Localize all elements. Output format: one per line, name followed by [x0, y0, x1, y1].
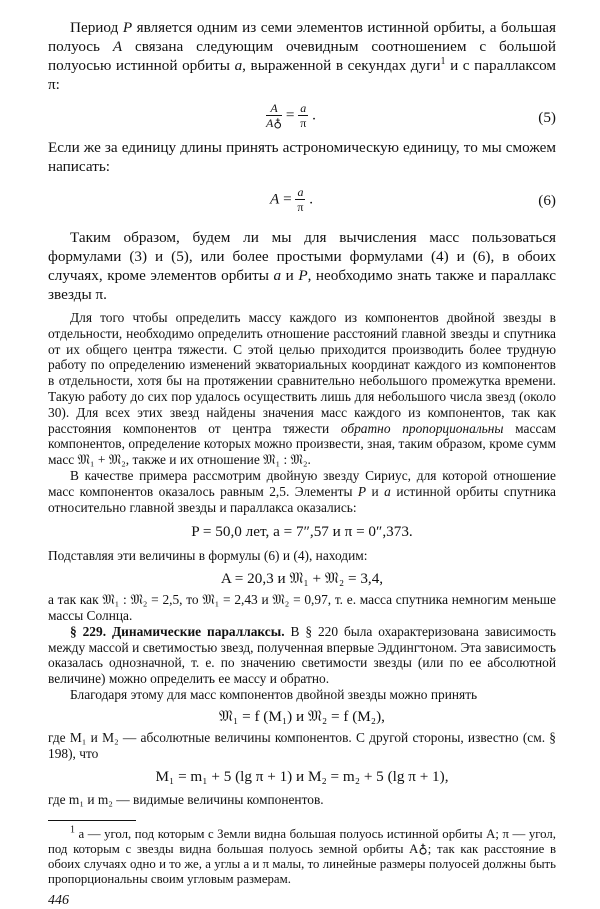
paragraph-summary: Таким образом, будем ли мы для вычисления масс пользоваться формулами (3) и (5), или более простыми формулами (4) и (6), в обоих случаях, кроме элементов орбиты a и P, необходимо знать также и параллакс звезды π.: [48, 229, 556, 303]
equation-6: A = $\frac{a}{\pi}$ . (6): [270, 185, 556, 214]
equation-M: M₁ = m₁ + 5 (lg π + 1) и M₂ = m₂ + 5 (lg π + 1),: [155, 768, 449, 786]
page: [48, 18, 556, 909]
text-run: , выраженной в секундах дуги: [242, 57, 441, 74]
fraction-left: $\frac{A}{A♁}$: [266, 101, 283, 130]
footnote-mark: 1: [70, 824, 75, 836]
paragraph-ratio: а так как 𝔐₁ : 𝔐₂ = 2,5, то 𝔐₁ = 2,43 и 𝔐₂ = 0,97, т. е. масса спутника немногим меньше массы Солнца.: [48, 592, 556, 623]
equation-f: 𝔐₁ = f (M₁) и 𝔐₂ = f (M₂),: [219, 707, 385, 725]
paragraph-au: Если же за единицу длины принять астрономическую единицу, то мы сможем написать:: [48, 139, 556, 175]
symbol-P: P: [122, 19, 133, 36]
text-run: Период: [70, 19, 123, 36]
symbol-a: a: [234, 57, 243, 74]
paragraph-substitute: Подставляя эти величины в формулы (6) и (4), находим:: [48, 548, 368, 564]
paragraph-visible: где m₁ и m₂ — видимые величины компонентов.: [48, 792, 324, 808]
fraction-right: $\frac{a}{\pi}$: [300, 101, 307, 130]
text-run: связана следующим очевидным соотношением с большой полуосью истинной орбиты: [48, 38, 556, 74]
footnote: $^1$ a — угол, под которым с Земли видна большая полуось истинной орбиты A; π — угол, под которым с звезды видна большая полуось земной орбиты A♁; так как расстояние в обоих случаях одно и то же, а углы a и π малы, то линейные размеры полуосей должны быть пропорциональны своим угловым размерам.: [48, 824, 556, 887]
equation-sirius: P = 50,0 лет, a = 7″,57 и π = 0″,373.: [191, 523, 413, 541]
symbol-A: A: [112, 38, 123, 55]
paragraph-period: [48, 18, 556, 94]
paragraph-sirius: В качестве примера рассмотрим двойную звезду Сириус, для которой отношение масс компонентов оказалось равным 2,5. Элементы P и a истинной орбиты спутника относительно главной звезды и параллакса оказались:: [48, 467, 556, 515]
equation-number: (6): [538, 192, 556, 209]
section-heading: § 229. Динамические параллаксы.: [70, 623, 285, 639]
equation-masses: A = 20,3 и 𝔐₁ + 𝔐₂ = 3,4,: [220, 570, 384, 588]
text-run: является одним из семи элементов истинной орбиты, а большая полуось: [48, 19, 556, 55]
page-number: 446: [48, 893, 69, 909]
paragraph-thanks: Благодаря этому для масс компонентов двойной звезды можно принять: [70, 686, 478, 702]
footnote-ref: 1: [440, 55, 446, 67]
text-run: и с параллаксом π:: [48, 57, 557, 93]
footnote-divider: [48, 820, 136, 821]
equation-5: $\frac{A}{A♁}$ = $\frac{a}{\pi}$ . (5): [266, 101, 556, 130]
paragraph-absolute: где M₁ и M₂ — абсолютные величины компонентов. С другой стороны, известно (см. § 198), что: [48, 729, 556, 761]
fraction: $\frac{a}{\pi}$: [297, 185, 304, 214]
paragraph-section-229: § 229. Динамические параллаксы. В § 220 была охарактеризована зависимость между массой и светимостью звезд, полученная впервые Эддингтоном. Эта зависимость оказалась однозначной, т. е. по значению светимости звезды (или по ее абсолютной величине) можно определить ее массу и обратно.: [48, 623, 557, 687]
paragraph-components: Для того чтобы определить массу каждого из компонентов двойной звезды в отдельности, необходимо определить отношение расстояний главной звезды и спутника от их общего центра тяжести. С этой целью приходится производить более трудную работу по определению изменений экваториальных координат каждого из компонентов в отдельности, хотя бы на протяжении сравнительно небольшого промежутка времени. Такую работу до сих пор удалось осуществить лишь для небольшого числа звезд (около 30). Для всех этих звезд найдены значения масс каждого из компонентов, так как расстояния компонентов от центра тяжести обратно пропорциональны массам компонентов, определение которых можно произвести, зная, таким образом, кроме сумм масс 𝔐₁ + 𝔐₂, также и их отношение 𝔐₁ : 𝔐₂.: [48, 310, 556, 468]
equation-number: (5): [538, 109, 556, 126]
